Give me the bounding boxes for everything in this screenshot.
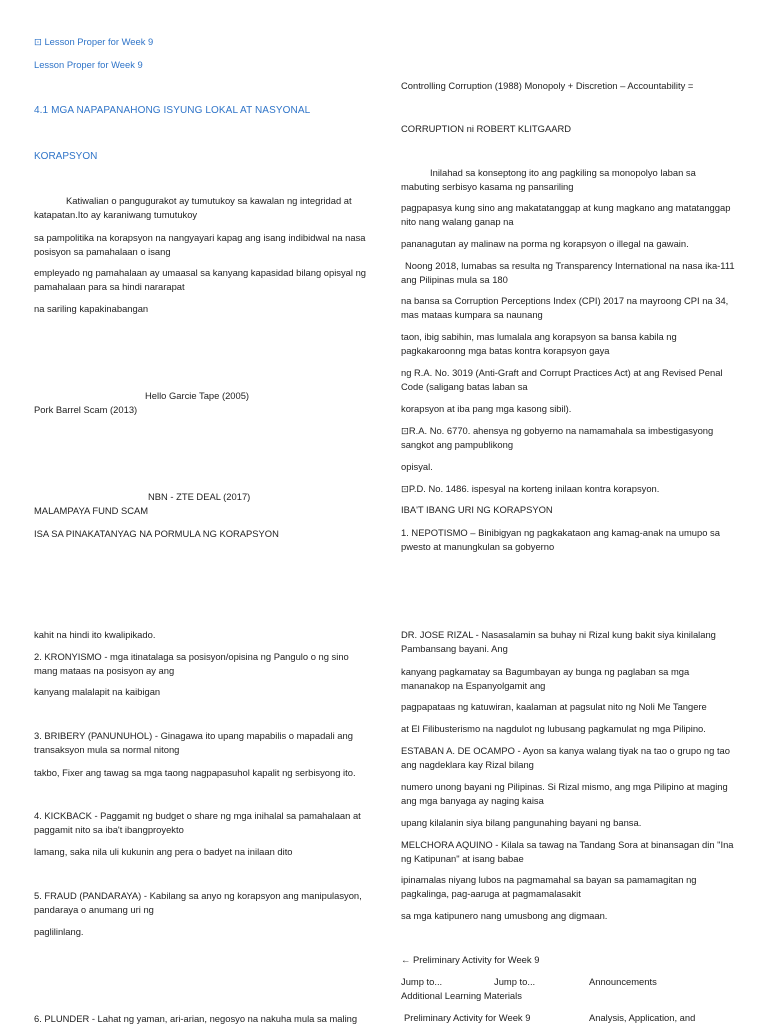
additional-materials-link[interactable]: Additional Learning Materials [401, 990, 522, 1001]
lesson-link[interactable]: Lesson Proper for Week 9 [34, 59, 143, 70]
cpi-paragraph-4: ng R.A. No. 3019 (Anti-Graft and Corrupt Practices Act) at ang Revised Penal Code (saligang batas laban sa [401, 367, 723, 392]
plunder-item: 6. PLUNDER - Lahat ng yaman, ari-arian, negosyo na nakuha mula sa maling [34, 1013, 358, 1024]
subheading-korapsyon: KORAPSYON [34, 151, 98, 162]
rizal-paragraph: DR. JOSE RIZAL - Nasasalamin sa buhay ni Rizal kung bakit siya kinilalang Pambansang bayani. Ang [401, 629, 716, 654]
cpi-paragraph-5: korapsyon at iba pang mga kasong sibil). [401, 403, 572, 414]
definition-paragraph-1: Katiwalian o pangugurakot ay tumutukoy sa kawalan ng integridad at katapatan.Ito ay karaniwang tumutukoy [34, 195, 352, 220]
types-heading: IBA'T IBANG URI NG KORAPSYON [401, 504, 553, 515]
prelim-activity-link[interactable]: Preliminary Activity for Week 9 [404, 1012, 531, 1023]
formula-heading: ISA SA PINAKATANYAG NA PORMULA NG KORAPSYON [34, 528, 279, 539]
rizal-paragraph-3: pagpapataas ng katuwiran, kaalaman at pagsulat nito ng Noli Me Tangere [401, 701, 707, 712]
nepotismo-item-cont: kahit na hindi ito kwalipikado. [34, 629, 156, 640]
ocampo-paragraph-2: numero unong bayani ng Pilipinas. Si Rizal mismo, ang mga Pilipino at maging ang mga banyaga ay naging kaisa [401, 781, 728, 806]
definition-paragraph-4: na sariling kapakinabangan [34, 303, 149, 314]
cpi-paragraph-3: taon, ibig sabihin, mas lumalala ang korapsyon sa bansa kabila ng pagkakaroonng mga batas kontra korapsyon gaya [401, 331, 677, 356]
prev-activity-link[interactable]: ← Preliminary Activity for Week 9 [401, 954, 540, 965]
pd-1486-item: ⊡P.D. No. 1486. ispesyal na korteng inilaan kontra korapsyon. [401, 483, 660, 494]
rizal-paragraph-2: kanyang pagkamatay sa Bagumbayan ay bunga ng paglaban sa mga mananakop na Espanyolgamit ang [401, 666, 690, 691]
melchora-paragraph: MELCHORA AQUINO - Kilala sa tawag na Tandang Sora at binansagan din "Ina ng Katipunan" at isang babae [401, 839, 734, 864]
ra-6770-item-cont: opisyal. [401, 461, 433, 472]
ocampo-paragraph-3: upang kilalanin siya bilang pangunahing bayani ng bansa. [401, 817, 642, 828]
ra-6770-item: ⊡R.A. No. 6770. ahensya ng gobyerno na namamahala sa imbestigasyong sangkot ang pampublikong [401, 425, 714, 450]
klitgaard-formula: Controlling Corruption (1988) Monopoly + Discretion – Accountability = [401, 80, 694, 91]
jump-to-select-1[interactable]: Jump to... [401, 976, 443, 987]
concept-paragraph-3: pananagutan ay malinaw na porma ng korapsyon o illegal na gawain. [401, 238, 689, 249]
concept-paragraph-1: Inilahad sa konseptong ito ang pagkiling sa monopolyo laban sa mabuting serbisyo kasama ng pansariling [401, 167, 696, 192]
cpi-paragraph-1: Noong 2018, lumabas sa resulta ng Transparency International na nasa ika-111 ang Pilipinas mula sa 180 [401, 260, 735, 285]
cpi-paragraph-2: na bansa sa Corruption Perceptions Index (CPI) 2017 na mayroong CPI na 34, mas mataas kumpara sa naunang [401, 295, 729, 320]
kickback-item-cont: lamang, saka nila uli kukunin ang pera o badyet na inilaan dito [34, 846, 293, 857]
nepotismo-item: 1. NEPOTISMO – Binibigyan ng pagkakataon ang kamag-anak na umupo sa pwesto at manungkulan sa gobyerno [401, 527, 720, 552]
analysis-link[interactable]: Analysis, Application, and [589, 1012, 696, 1023]
concept-paragraph-2: pagpapasya kung sino ang makatatanggap at kung magkano ang matatanggap nito nang walang ganap na [401, 202, 731, 227]
rizal-paragraph-4: at El Filibusterismo na nagdulot ng lubusang pagkamulat ng mga Pilipino. [401, 723, 706, 734]
kronyismo-item: 2. KRONYISMO - mga itinatalaga sa posisyon/opisina ng Pangulo o ng sino mang mataas na posisyon ay ang [34, 651, 349, 676]
melchora-paragraph-2: ipinamalas niyang lubos na pagmamahal sa bayan sa pamamagitan ng pagkalinga, pag-aaruga at pagmamalasakit [401, 874, 697, 899]
kickback-item: 4. KICKBACK - Paggamit ng budget o share ng mga inihalal sa pamahalaan at paggamit nito sa iba't ibangproyekto [34, 810, 361, 835]
announcements-link[interactable]: Announcements [589, 976, 657, 987]
ocampo-paragraph: ESTABAN A. DE OCAMPO - Ayon sa kanya walang tiyak na tao o grupo ng tao ang nagdeklara kay Rizal bilang [401, 745, 730, 770]
bribery-item-cont: takbo, Fixer ang tawag sa mga taong nagpapasuhol kapalit ng serbisyong ito. [34, 767, 356, 778]
klitgaard-author: CORRUPTION ni ROBERT KLITGAARD [401, 123, 571, 134]
lesson-link-with-icon[interactable]: ⊡ Lesson Proper for Week 9 [34, 36, 154, 47]
kronyismo-item-cont: kanyang malalapit na kaibigan [34, 686, 161, 697]
melchora-paragraph-3: sa mga katipunero nang umusbong ang digmaan. [401, 910, 608, 921]
section-title: 4.1 MGA NAPAPANAHONG ISYUNG LOKAL AT NASYONAL [34, 105, 311, 116]
fraud-item: 5. FRAUD (PANDARAYA) - Kabilang sa anyo ng korapsyon ang manipulasyon, pandaraya o anumang uri ng [34, 890, 362, 915]
definition-paragraph-2: sa pampolitika na korapsyon na nangyayari kapag ang isang indibidwal na nasa posisyon sa pamahalaan o isang [34, 232, 366, 257]
definition-paragraph-3: empleyado ng pamahalaan ay umaasal sa kanyang kapasidad bilang opisyal ng pamahalaan para sa hindi nararapat [34, 267, 366, 292]
hello-garcie-item: Hello Garcie Tape (2005) [145, 390, 250, 401]
malampaya-item: MALAMPAYA FUND SCAM [34, 505, 149, 516]
pork-barrel-item: Pork Barrel Scam (2013) [34, 404, 138, 415]
jump-to-select-2[interactable]: Jump to... [494, 976, 536, 987]
fraud-item-cont: paglilinlang. [34, 926, 84, 937]
bribery-item: 3. BRIBERY (PANUNUHOL) - Ginagawa ito upang mapabilis o mapadali ang transaksyon mula sa normal nitong [34, 730, 353, 755]
nbn-zte-item: NBN - ZTE DEAL (2017) [148, 491, 251, 502]
